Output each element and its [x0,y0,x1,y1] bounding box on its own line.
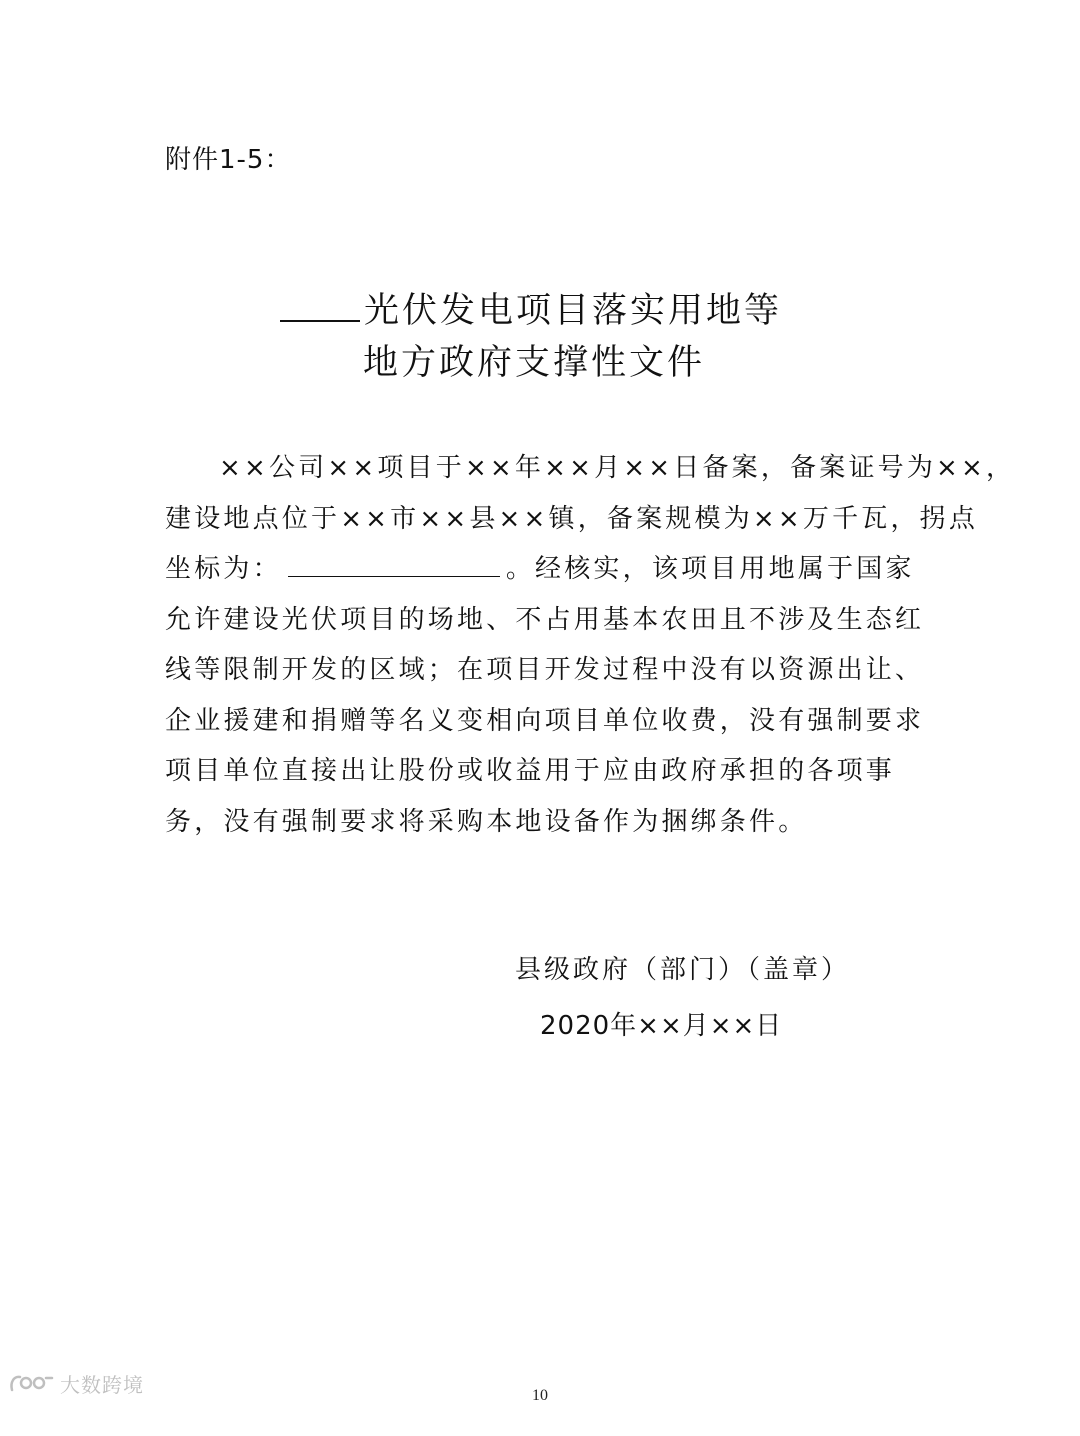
title-line-2: 地方政府支撑性文件 [363,343,706,383]
watermark-text: 大数跨境 [60,1372,144,1397]
body-line-2: 建设地点位于××市××县××镇，备案规模为××万千瓦，拐点 [165,503,979,534]
body-line-3 [165,544,920,595]
attachment-label: 附件1-5： [165,145,292,175]
page-number: 10 [532,1387,548,1404]
title-line-1-text: 光伏发电项目落实用地等 [364,291,783,331]
body-line-1: ××公司××项目于××年××月××日备案，备案证号为××， [219,453,1016,483]
body-line-4: 允许建设光伏项目的场地、不占用基本农田且不涉及生态红 [165,604,925,635]
body-line-3-start: 坐标为： [165,554,282,584]
title-line-1 [0,285,1080,337]
body-line-5: 线等限制开发的区域；在项目开发过程中没有以资源出让、 [165,655,925,685]
body-paragraph [165,443,1016,847]
date-line: 2020年××月××日 [540,1011,783,1041]
body-line-7: 项目单位直接出让股份或收益用于应由政府承担的各项事 [165,756,896,786]
body-line-6: 企业援建和捐赠等名义变相向项目单位收费，没有强制要求 [165,705,925,736]
body-line-3-end: 。经核实，该项目用地属于国家 [505,554,915,584]
body-line-8: 务，没有强制要求将采购本地设备作为捆绑条件。 [165,806,808,837]
coordinates-blank-field [288,552,500,577]
signature-line: 县级政府（部门）（盖章） [515,955,851,985]
document-title [0,285,1080,389]
title-blank-field [280,286,360,322]
